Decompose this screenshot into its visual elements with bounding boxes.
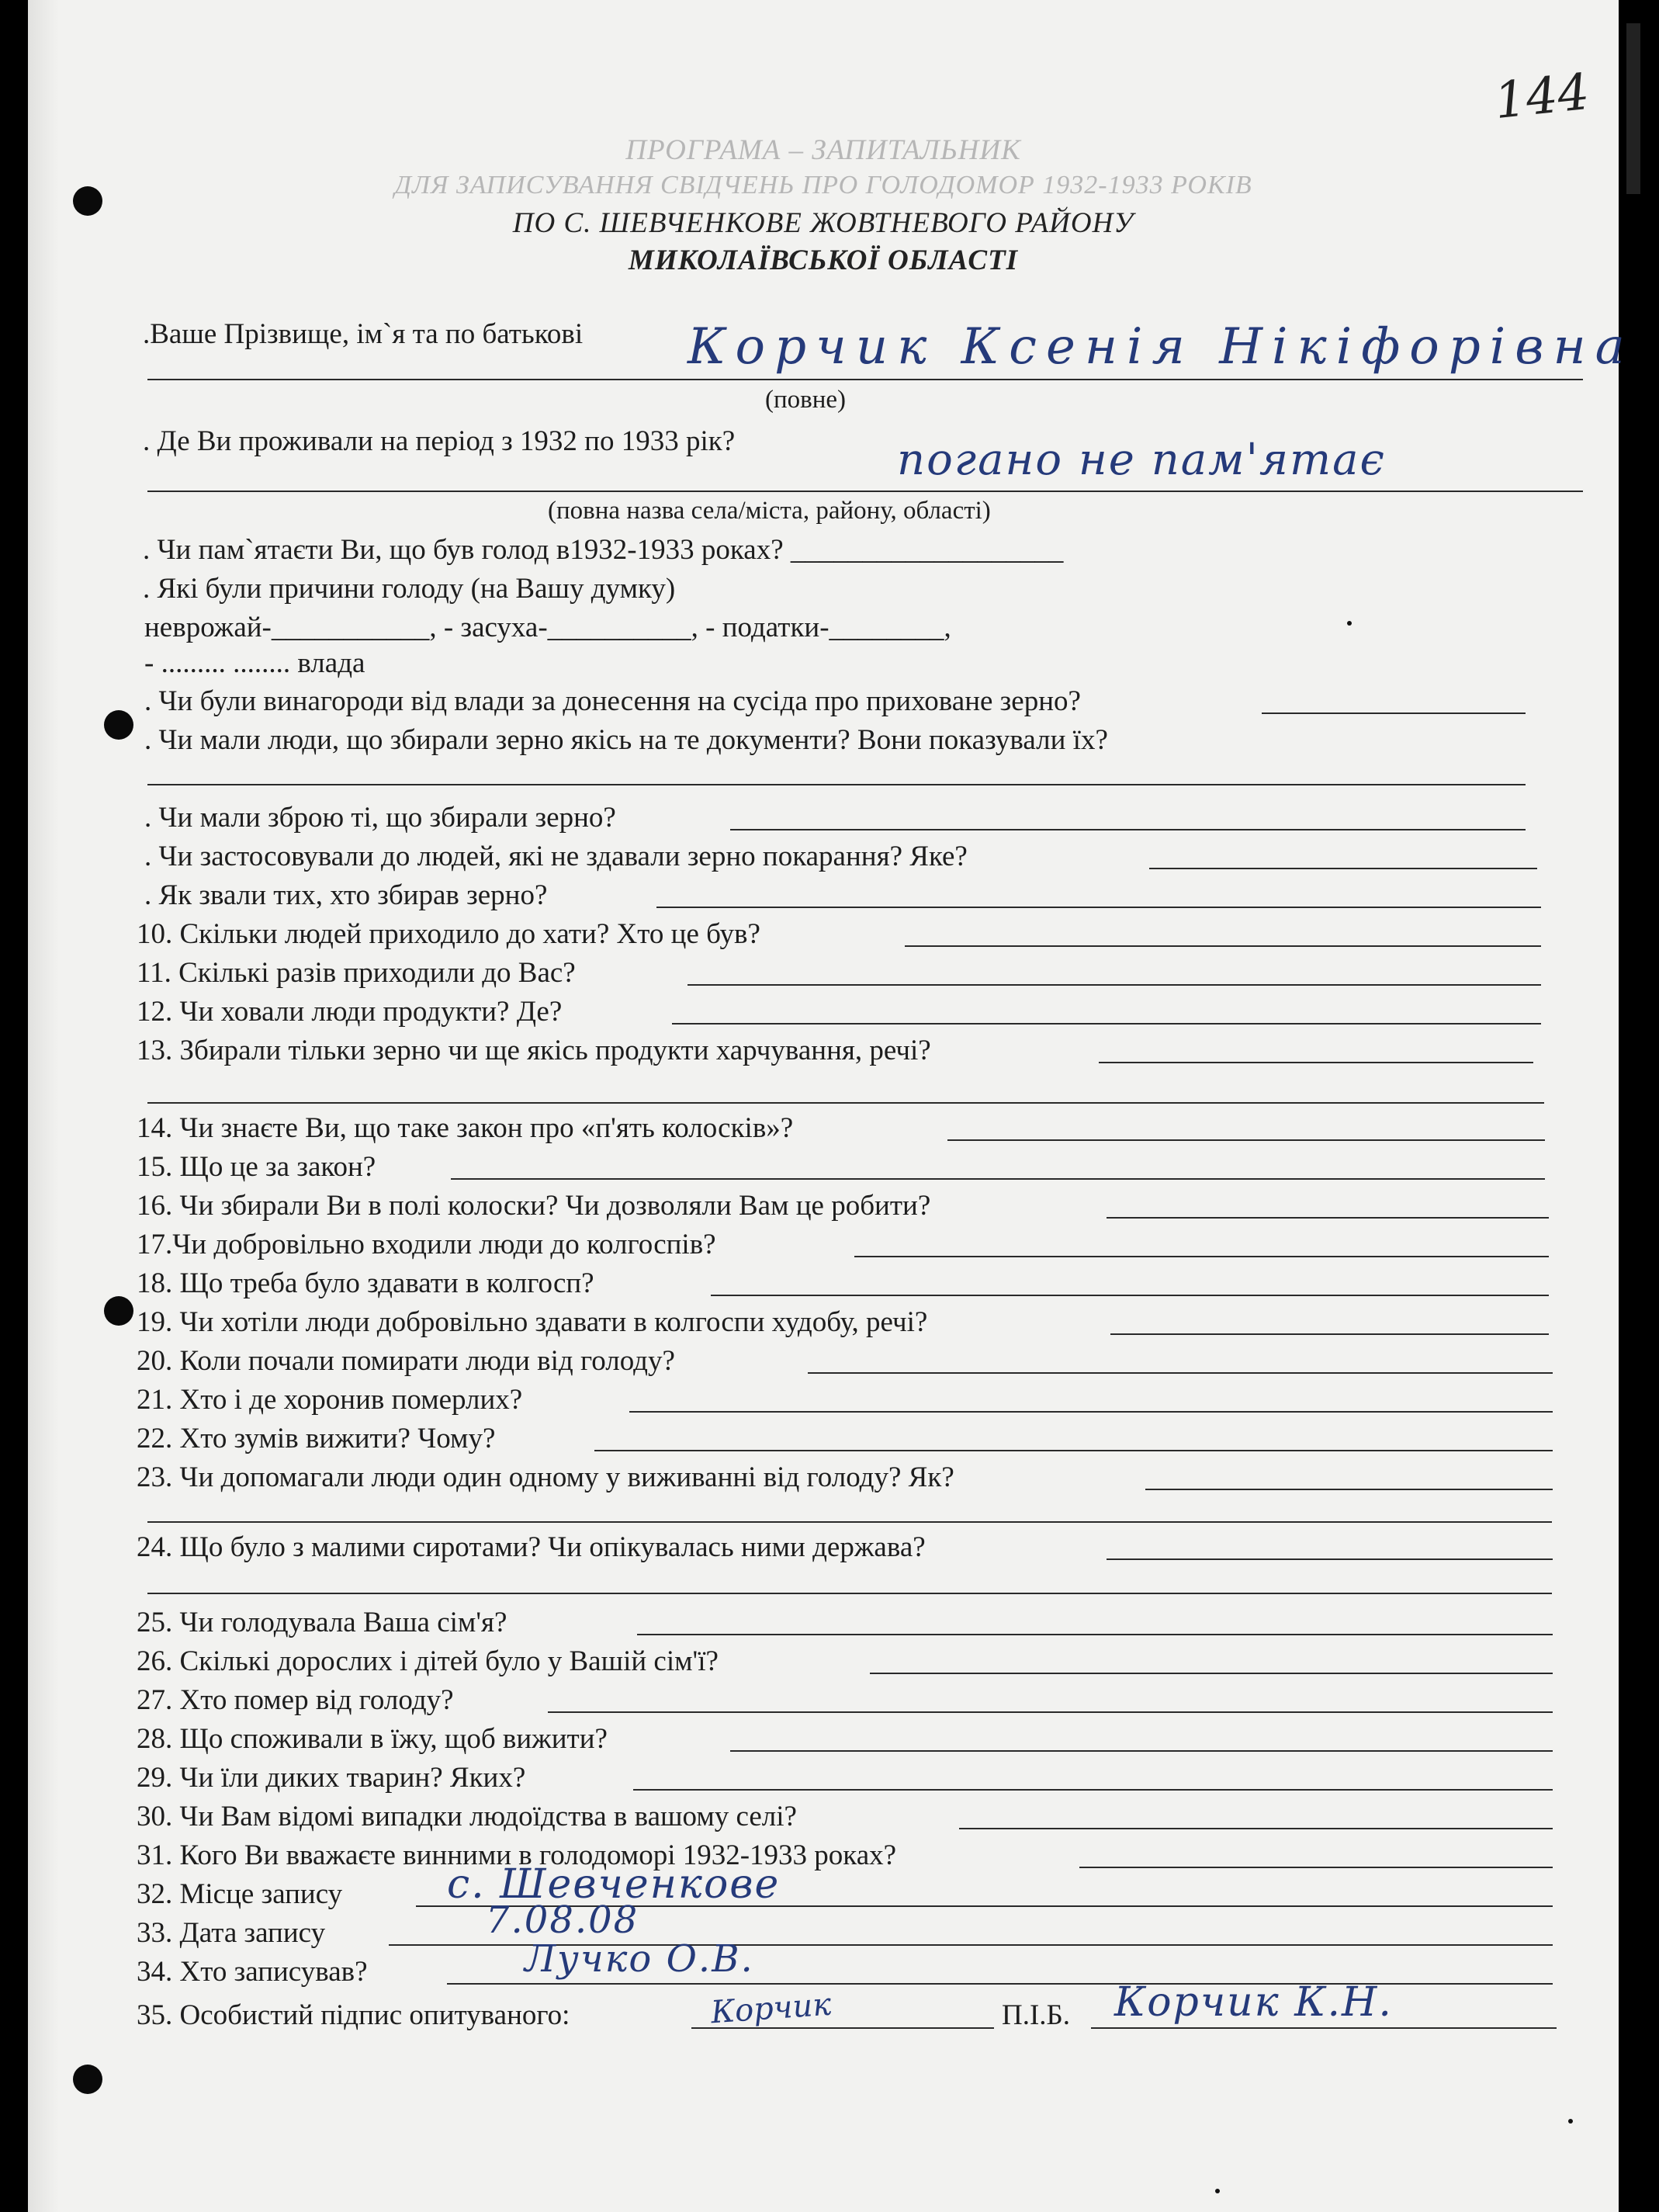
question-place-label: . Де Ви проживали на період з 1932 по 1933 рік? xyxy=(143,425,736,457)
answer-line xyxy=(672,1023,1541,1025)
answer-line xyxy=(1107,1217,1549,1219)
question-15: 15. Що це за закон? xyxy=(137,1151,376,1183)
answer-line xyxy=(656,907,1541,908)
question-27: 27. Хто помер від голоду? xyxy=(137,1684,454,1716)
question-4-cut-line: - ......... ........ влада xyxy=(144,647,365,679)
answer-line xyxy=(1107,1558,1553,1560)
question-35: 35. Особистий підпис опитуваного: xyxy=(137,1999,570,2031)
question-25: 25. Чи голодувала Ваша сім'я? xyxy=(137,1607,507,1638)
answer-line xyxy=(1149,868,1537,869)
question-21: 21. Хто і де хоронив померлих? xyxy=(137,1384,523,1416)
punch-hole xyxy=(104,710,133,740)
question-31: 31. Кого Ви вважаєте винними в голодоморі 1932-1933 роках? xyxy=(137,1839,897,1871)
question-12: 12. Чи ховали люди продукти? Де? xyxy=(137,996,563,1028)
answer-line xyxy=(870,1673,1553,1674)
answer-line xyxy=(147,379,1583,380)
answer-line xyxy=(451,1178,1545,1180)
question-19: 19. Чи хотіли люди добровільно здавати в колгоспи худобу, речі? xyxy=(137,1306,928,1338)
question-20: 20. Коли почали помирати люди від голоду? xyxy=(137,1345,675,1377)
header-line-1: ПРОГРАМА – ЗАПИТАЛЬНИК xyxy=(625,134,1021,166)
answer-line xyxy=(947,1139,1545,1141)
hint-full: (повне) xyxy=(765,386,847,414)
answer-line xyxy=(808,1372,1553,1374)
answer-line xyxy=(147,491,1583,492)
question-7: . Чи мали зброю ті, що збирали зерно? xyxy=(144,802,616,834)
answer-recorded-by: Лучко О.В. xyxy=(525,1937,754,1981)
header-line-4: МИКОЛАЇВСЬКОЇ ОБЛАСТІ xyxy=(628,244,1019,276)
answer-line xyxy=(147,1521,1552,1523)
answer-line xyxy=(905,945,1541,947)
question-29: 29. Чи їли диких тварин? Яких? xyxy=(137,1762,526,1794)
header-line-2: ДЛЯ ЗАПИСУВАННЯ СВІДЧЕНЬ ПРО ГОЛОДОМОР 1932-1933 РОКІВ xyxy=(394,171,1252,199)
answer-line xyxy=(730,1750,1553,1752)
question-5: . Чи були винагороди від влади за донесення на сусіда про приховане зерно? xyxy=(144,685,1081,717)
question-11: 11. Скількі разів приходили до Вас? xyxy=(137,957,576,989)
answer-name: Корчик Ксенія Нікіфорівна xyxy=(687,318,1634,376)
answer-line xyxy=(1099,1062,1533,1063)
answer-place-of-record: с. Шевченкове xyxy=(447,1861,781,1908)
answer-line xyxy=(147,784,1526,785)
question-32: 32. Місце запису xyxy=(137,1878,343,1910)
answer-line xyxy=(147,1102,1544,1104)
question-18: 18. Що треба було здавати в колгосп? xyxy=(137,1267,594,1299)
question-16: 16. Чи збирали Ви в полі колоски? Чи дозволяли Вам це робити? xyxy=(137,1190,931,1222)
paper-speck xyxy=(1347,621,1352,626)
answer-line xyxy=(687,984,1541,986)
question-13: 13. Збирали тільки зерно чи ще якісь продукти харчування, речі? xyxy=(137,1035,931,1066)
question-28: 28. Що споживали в їжу, щоб вижити? xyxy=(137,1723,608,1755)
answer-line xyxy=(594,1450,1553,1451)
header-line-3: ПО С. ШЕВЧЕНКОВЕ ЖОВТНЕВОГО РАЙОНУ xyxy=(512,207,1134,239)
question-24: 24. Що було з малими сиротами? Чи опікувалась ними держава? xyxy=(137,1531,926,1563)
answer-place: погано не пам'ятає xyxy=(897,435,1386,485)
answer-line xyxy=(1110,1333,1549,1335)
answer-line xyxy=(548,1711,1553,1713)
paper-speck xyxy=(1215,2189,1220,2193)
question-17: 17.Чи добровільно входили люди до колгоспів? xyxy=(137,1229,716,1260)
punch-hole xyxy=(73,2065,102,2094)
question-10: 10. Скільки людей приходило до хати? Хто це був? xyxy=(137,918,760,950)
page-number: 144 xyxy=(1491,63,1592,131)
question-30: 30. Чи Вам відомі випадки людоїдства в вашому селі? xyxy=(137,1801,797,1832)
answer-date-of-record: 7.08.08 xyxy=(486,1898,639,1942)
question-34: 34. Хто записував? xyxy=(137,1956,368,1988)
answer-line xyxy=(147,1593,1552,1594)
answer-line xyxy=(959,1828,1553,1829)
answer-line xyxy=(711,1295,1549,1296)
answer-line xyxy=(629,1411,1553,1413)
answer-line xyxy=(1262,712,1526,714)
answer-line xyxy=(1145,1489,1553,1490)
answer-line xyxy=(730,829,1526,830)
question-14: 14. Чи знаєте Ви, що таке закон про «п'ять колосків»? xyxy=(137,1112,794,1144)
question-33: 33. Дата запису xyxy=(137,1917,326,1949)
question-3: . Чи пам`ятаєти Ви, що був голод в1932-1933 роках? ___________________ xyxy=(143,534,1064,566)
question-9: . Як звали тих, хто збирав зерно? xyxy=(144,879,548,911)
punch-hole xyxy=(104,1296,133,1326)
question-22: 22. Хто зумів вижити? Чому? xyxy=(137,1423,496,1454)
answer-line xyxy=(854,1256,1549,1257)
question-8: . Чи застосовували до людей, які не здавали зерно покарання? Яке? xyxy=(144,841,968,872)
question-26: 26. Скількі дорослих і дітей було у Вашій сім'ї? xyxy=(137,1645,719,1677)
paper-speck xyxy=(1568,2119,1573,2124)
answer-line xyxy=(1091,2027,1557,2029)
question-4-options: неврожай-___________, - засуха-__________, - податки-________, xyxy=(144,612,951,643)
question-4: . Які були причини голоду (на Вашу думку) xyxy=(143,573,676,605)
pib-label: П.І.Б. xyxy=(1002,1999,1071,2031)
hint-place: (повна назва села/міста, району, області) xyxy=(548,497,991,525)
answer-line xyxy=(633,1789,1553,1791)
answer-line xyxy=(637,1634,1553,1635)
scan-edge-mark xyxy=(1626,23,1640,194)
question-23: 23. Чи допомагали люди один одному у виживанні від голоду? Як? xyxy=(137,1461,954,1493)
answer-line xyxy=(1079,1867,1553,1868)
questionnaire-page xyxy=(28,0,1634,2212)
answer-pib: Корчик К.Н. xyxy=(1114,1979,1393,2026)
question-name-label: .Ваше Прізвище, ім`я та по батькові xyxy=(143,318,584,350)
signature-mark: Корчик xyxy=(709,1986,833,2031)
question-6: . Чи мали люди, що збирали зерно якісь на те документи? Вони показували їх? xyxy=(144,724,1108,756)
